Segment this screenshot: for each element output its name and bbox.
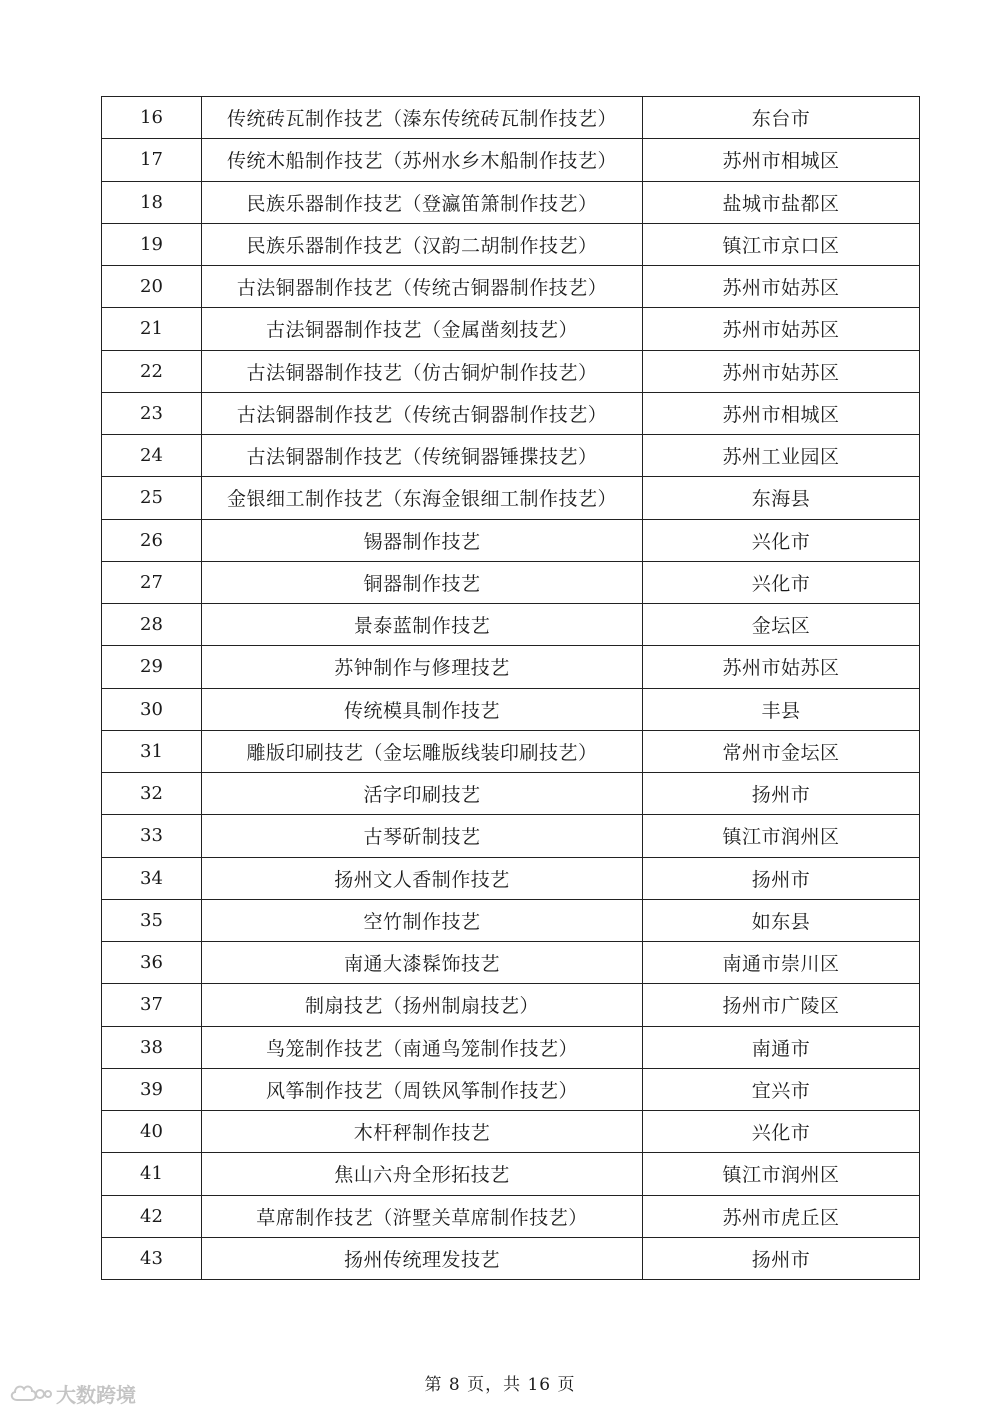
region-cell: 扬州市 <box>643 857 920 899</box>
region-cell: 兴化市 <box>643 561 920 603</box>
region-cell: 宜兴市 <box>643 1068 920 1110</box>
table-row <box>102 984 920 1026</box>
table-row <box>102 392 920 434</box>
region-cell: 东海县 <box>643 477 920 519</box>
region-cell: 苏州市相城区 <box>643 392 920 434</box>
project-name-cell: 雕版印刷技艺（金坛雕版线装印刷技艺） <box>202 730 643 772</box>
row-number-cell: 34 <box>102 857 202 899</box>
table-row <box>102 350 920 392</box>
project-name-cell: 传统模具制作技艺 <box>202 688 643 730</box>
project-name-cell: 民族乐器制作技艺（登瀛笛箫制作技艺） <box>202 181 643 223</box>
region-cell: 扬州市 <box>643 773 920 815</box>
project-name-cell: 传统砖瓦制作技艺（溱东传统砖瓦制作技艺） <box>202 97 643 139</box>
row-number-cell: 27 <box>102 561 202 603</box>
project-name-cell: 空竹制作技艺 <box>202 899 643 941</box>
table-row <box>102 646 920 688</box>
row-number-cell: 36 <box>102 942 202 984</box>
heritage-project-table <box>101 96 920 1280</box>
project-name-cell: 木杆秤制作技艺 <box>202 1111 643 1153</box>
project-name-cell: 南通大漆髹饰技艺 <box>202 942 643 984</box>
row-number-cell: 38 <box>102 1026 202 1068</box>
project-name-cell: 苏钟制作与修理技艺 <box>202 646 643 688</box>
row-number-cell: 20 <box>102 266 202 308</box>
table-row <box>102 1026 920 1068</box>
table-row <box>102 477 920 519</box>
project-name-cell: 民族乐器制作技艺（汉韵二胡制作技艺） <box>202 223 643 265</box>
project-name-cell: 扬州文人香制作技艺 <box>202 857 643 899</box>
table-row <box>102 181 920 223</box>
row-number-cell: 19 <box>102 223 202 265</box>
project-name-cell: 焦山六舟全形拓技艺 <box>202 1153 643 1195</box>
table-row <box>102 857 920 899</box>
row-number-cell: 35 <box>102 899 202 941</box>
project-name-cell: 金银细工制作技艺（东海金银细工制作技艺） <box>202 477 643 519</box>
project-name-cell: 制扇技艺（扬州制扇技艺） <box>202 984 643 1026</box>
table-row <box>102 1153 920 1195</box>
region-cell: 苏州市姑苏区 <box>643 308 920 350</box>
project-name-cell: 古法铜器制作技艺（仿古铜炉制作技艺） <box>202 350 643 392</box>
project-name-cell: 古琴斫制技艺 <box>202 815 643 857</box>
row-number-cell: 18 <box>102 181 202 223</box>
region-cell: 东台市 <box>643 97 920 139</box>
region-cell: 如东县 <box>643 899 920 941</box>
row-number-cell: 29 <box>102 646 202 688</box>
row-number-cell: 37 <box>102 984 202 1026</box>
table-row <box>102 730 920 772</box>
row-number-cell: 22 <box>102 350 202 392</box>
region-cell: 镇江市润州区 <box>643 1153 920 1195</box>
region-cell: 苏州市相城区 <box>643 139 920 181</box>
region-cell: 盐城市盐都区 <box>643 181 920 223</box>
table-row <box>102 815 920 857</box>
table-row <box>102 1068 920 1110</box>
table-row <box>102 519 920 561</box>
row-number-cell: 30 <box>102 688 202 730</box>
project-name-cell: 古法铜器制作技艺（传统古铜器制作技艺） <box>202 266 643 308</box>
row-number-cell: 32 <box>102 773 202 815</box>
row-number-cell: 26 <box>102 519 202 561</box>
table-row <box>102 899 920 941</box>
project-name-cell: 古法铜器制作技艺（金属凿刻技艺） <box>202 308 643 350</box>
project-name-cell: 草席制作技艺（浒墅关草席制作技艺） <box>202 1195 643 1237</box>
watermark-text: 大数跨境 <box>56 1382 136 1407</box>
row-number-cell: 23 <box>102 392 202 434</box>
row-number-cell: 28 <box>102 604 202 646</box>
row-number-cell: 16 <box>102 97 202 139</box>
region-cell: 扬州市广陵区 <box>643 984 920 1026</box>
project-name-cell: 古法铜器制作技艺（传统古铜器制作技艺） <box>202 392 643 434</box>
region-cell: 金坛区 <box>643 604 920 646</box>
project-name-cell: 传统木船制作技艺（苏州水乡木船制作技艺） <box>202 139 643 181</box>
table-row <box>102 561 920 603</box>
project-name-cell: 扬州传统理发技艺 <box>202 1237 643 1279</box>
table-row <box>102 97 920 139</box>
row-number-cell: 17 <box>102 139 202 181</box>
region-cell: 常州市金坛区 <box>643 730 920 772</box>
row-number-cell: 43 <box>102 1237 202 1279</box>
table-row <box>102 942 920 984</box>
region-cell: 南通市崇川区 <box>643 942 920 984</box>
project-name-cell: 锡器制作技艺 <box>202 519 643 561</box>
region-cell: 镇江市京口区 <box>643 223 920 265</box>
page-number-footer: 第 8 页，共 16 页 <box>424 1375 576 1395</box>
table-row <box>102 773 920 815</box>
project-name-cell: 活字印刷技艺 <box>202 773 643 815</box>
project-name-cell: 鸟笼制作技艺（南通鸟笼制作技艺） <box>202 1026 643 1068</box>
row-number-cell: 21 <box>102 308 202 350</box>
project-name-cell: 风筝制作技艺（周铁风筝制作技艺） <box>202 1068 643 1110</box>
table-body <box>102 97 920 1280</box>
region-cell: 扬州市 <box>643 1237 920 1279</box>
table-row <box>102 1195 920 1237</box>
project-name-cell: 古法铜器制作技艺（传统铜器锤揲技艺） <box>202 435 643 477</box>
region-cell: 苏州市虎丘区 <box>643 1195 920 1237</box>
table-row <box>102 1111 920 1153</box>
watermark <box>8 1380 136 1406</box>
table-row <box>102 1237 920 1279</box>
row-number-cell: 39 <box>102 1068 202 1110</box>
row-number-cell: 41 <box>102 1153 202 1195</box>
row-number-cell: 33 <box>102 815 202 857</box>
table-row <box>102 308 920 350</box>
row-number-cell: 40 <box>102 1111 202 1153</box>
table-row <box>102 435 920 477</box>
table-row <box>102 266 920 308</box>
cloud-logo-icon <box>8 1381 52 1405</box>
row-number-cell: 42 <box>102 1195 202 1237</box>
region-cell: 苏州市姑苏区 <box>643 350 920 392</box>
table-row <box>102 223 920 265</box>
table-row <box>102 688 920 730</box>
table-row <box>102 604 920 646</box>
project-name-cell: 铜器制作技艺 <box>202 561 643 603</box>
row-number-cell: 25 <box>102 477 202 519</box>
row-number-cell: 31 <box>102 730 202 772</box>
region-cell: 丰县 <box>643 688 920 730</box>
region-cell: 镇江市润州区 <box>643 815 920 857</box>
region-cell: 苏州市姑苏区 <box>643 646 920 688</box>
region-cell: 苏州工业园区 <box>643 435 920 477</box>
row-number-cell: 24 <box>102 435 202 477</box>
region-cell: 南通市 <box>643 1026 920 1068</box>
table-row <box>102 139 920 181</box>
region-cell: 苏州市姑苏区 <box>643 266 920 308</box>
project-name-cell: 景泰蓝制作技艺 <box>202 604 643 646</box>
region-cell: 兴化市 <box>643 519 920 561</box>
region-cell: 兴化市 <box>643 1111 920 1153</box>
